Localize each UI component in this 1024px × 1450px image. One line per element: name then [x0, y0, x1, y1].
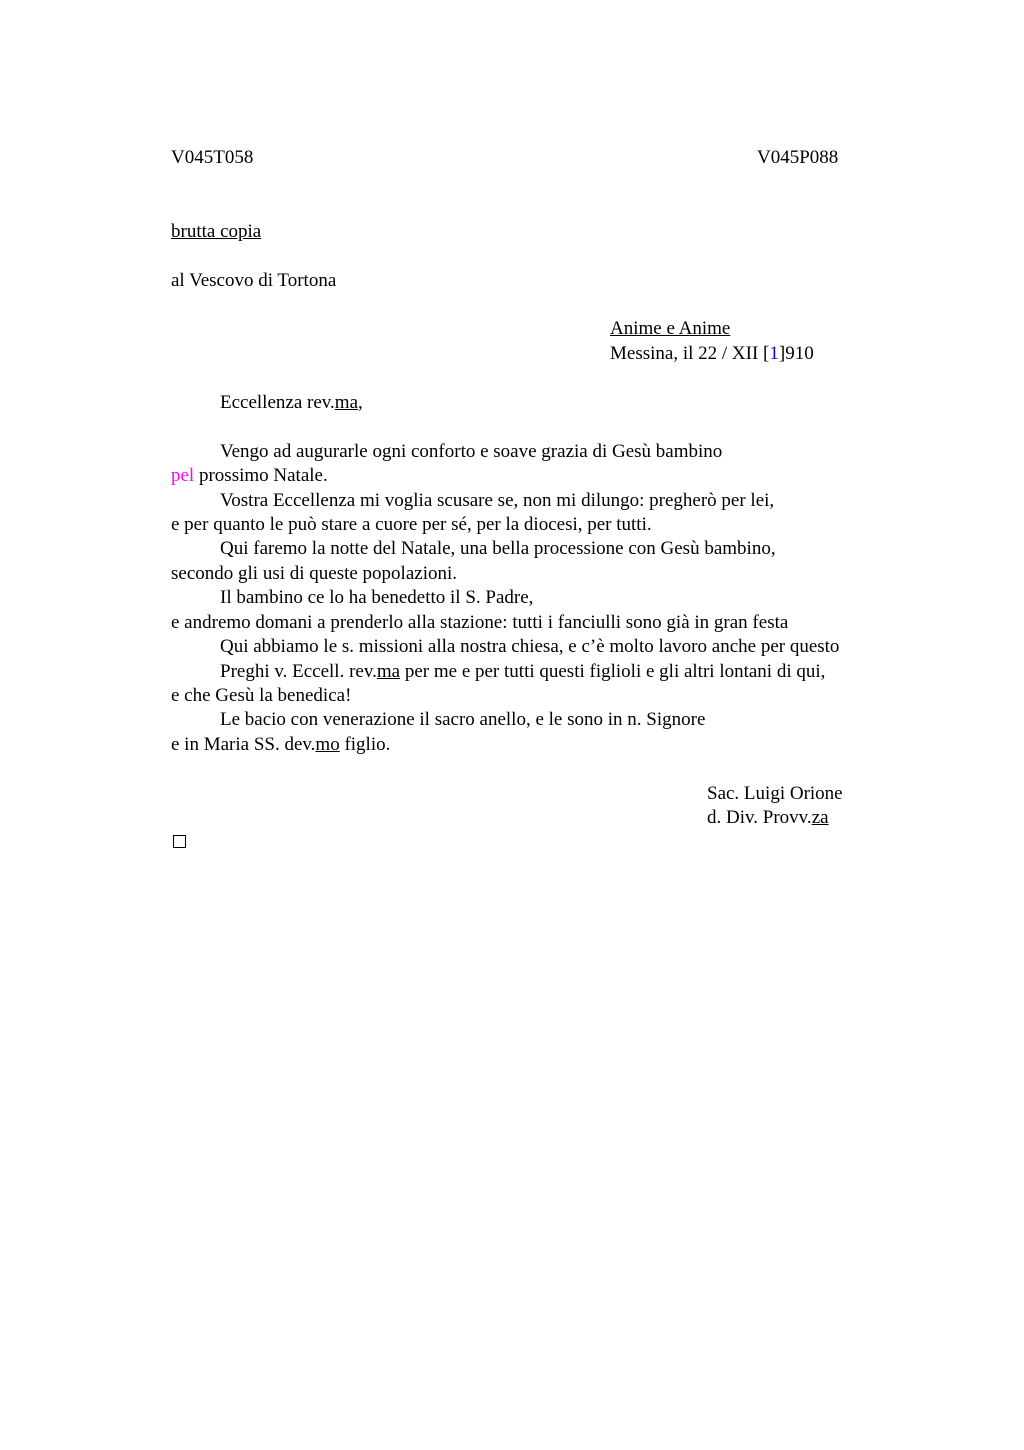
- place-date-editorial-digit: 1: [769, 343, 779, 364]
- body-line-13-suffix: figlio.: [339, 734, 391, 755]
- body-line-13-abbrev: mo: [315, 734, 340, 755]
- signature-name: Sac. Luigi Orione: [707, 783, 843, 804]
- signature-congregation-prefix: d. Div. Provv.: [707, 807, 812, 828]
- body-line-4: e per quanto le può stare a cuore per sé, per la diocesi, per tutti.: [171, 514, 652, 535]
- place-date-suffix: ]910: [778, 343, 814, 364]
- place-date-prefix: Messina, il 22 / XII [: [610, 343, 770, 364]
- body-line-9: Qui abbiamo le s. missioni alla nostra chiesa, e c’è molto lavoro anche per questo: [220, 636, 840, 657]
- body-line-10-prefix: Preghi v. Eccell. rev.: [220, 661, 377, 682]
- body-line-10: [220, 660, 825, 684]
- place-date-line: [610, 342, 814, 366]
- signature-congregation: [707, 806, 829, 830]
- document-code-right: V045P088: [757, 147, 839, 168]
- salutation-abbrev: ma: [334, 392, 359, 413]
- body-line-1: Vengo ad augurarle ogni conforto e soave grazia di Gesù bambino: [220, 441, 723, 462]
- body-line-8: e andremo domani a prenderlo alla stazione: tutti i fanciulli sono già in gran festa: [171, 612, 789, 633]
- recipient-line: al Vescovo di Tortona: [171, 270, 337, 291]
- body-line-6: secondo gli usi di queste popolazioni.: [171, 563, 458, 584]
- body-line-13-prefix: e in Maria SS. dev.: [171, 734, 316, 755]
- draft-label: brutta copia: [171, 221, 262, 242]
- body-line-11: e che Gesù la benedica!: [171, 685, 352, 706]
- motto-line: Anime e Anime: [610, 318, 731, 339]
- body-line-12: Le bacio con venerazione il sacro anello, e le sono in n. Signore: [220, 709, 706, 730]
- body-line-2-rest: prossimo Natale.: [194, 465, 328, 486]
- body-line-5: Qui faremo la notte del Natale, una bella processione con Gesù bambino,: [220, 538, 776, 559]
- body-line-2: [171, 464, 328, 488]
- body-line-10-suffix: per me e per tutti questi figlioli e gli altri lontani di qui,: [400, 661, 826, 682]
- end-marker-square: [173, 835, 186, 848]
- body-line-13: [171, 733, 390, 757]
- marked-word: pel: [171, 465, 195, 486]
- body-line-7: Il bambino ce lo ha benedetto il S. Padre,: [220, 587, 534, 608]
- signature-congregation-abbrev: za: [811, 807, 829, 828]
- salutation-prefix: Eccellenza rev.: [220, 392, 335, 413]
- salutation-suffix: ,: [358, 392, 363, 413]
- body-line-3: Vostra Eccellenza mi voglia scusare se, non mi dilungo: pregherò per lei,: [220, 490, 775, 511]
- body-line-10-abbrev: ma: [376, 661, 401, 682]
- salutation: [220, 391, 363, 415]
- document-code-left: V045T058: [171, 147, 254, 168]
